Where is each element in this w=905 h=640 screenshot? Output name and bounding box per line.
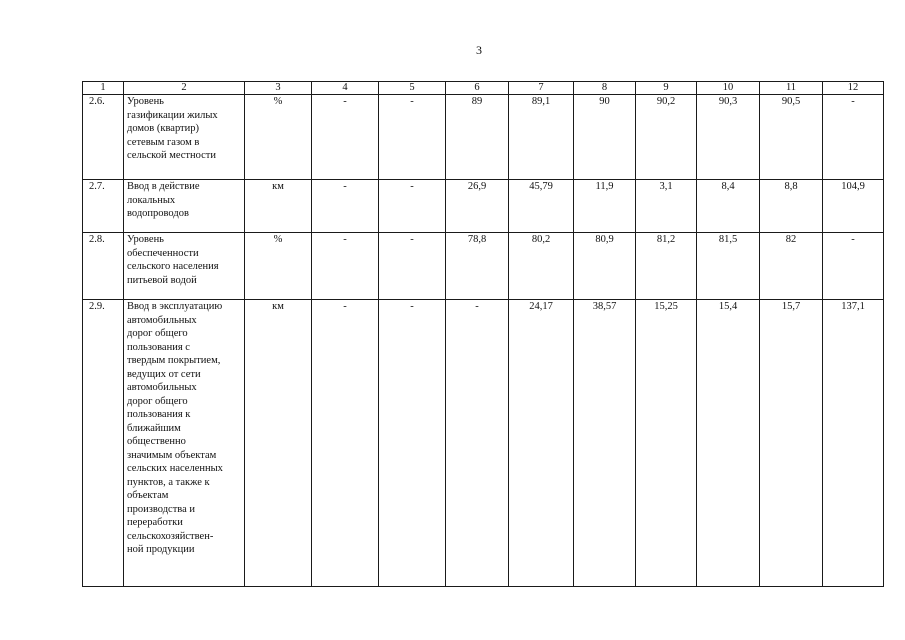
- indicator-name-line: сетевым газом в: [127, 136, 200, 148]
- value-cell: -: [312, 180, 379, 233]
- column-header-8: 8: [574, 82, 636, 95]
- indicator-name-line: сельского населения: [127, 261, 219, 272]
- table-row: [83, 233, 884, 300]
- value-cell: -: [379, 95, 446, 180]
- column-header-11: 11: [760, 82, 823, 95]
- value-cell: 15,4: [697, 300, 760, 587]
- indicator-name-line: пунктов, а также к: [127, 476, 210, 488]
- indicator-name-line: переработки: [127, 517, 183, 528]
- indicator-name-line: сельскохозяйствен-: [127, 530, 214, 542]
- table-row: [83, 180, 884, 233]
- value-cell: 11,9: [574, 180, 636, 233]
- value-cell: -: [379, 180, 446, 233]
- value-cell: 90,5: [760, 95, 823, 180]
- indicator-name: [124, 233, 245, 300]
- indicator-name-line: сельских населенных: [127, 463, 223, 474]
- value-cell: -: [823, 233, 884, 300]
- indicator-name-line: питьевой водой: [127, 274, 197, 286]
- value-cell: -: [379, 300, 446, 587]
- indicator-name-line: ведущих от сети: [127, 368, 201, 380]
- value-cell: 15,25: [636, 300, 697, 587]
- row-number: 2.9.: [83, 300, 124, 587]
- value-cell: 26,9: [446, 180, 509, 233]
- indicator-name-line: значимым объектам: [127, 449, 217, 461]
- value-cell: 15,7: [760, 300, 823, 587]
- indicator-name-line: производства и: [127, 503, 196, 515]
- indicator-name-line: Ввод в эксплуатацию: [127, 301, 223, 312]
- indicator-name-line: пользования к: [127, 409, 191, 420]
- value-cell: 89: [446, 95, 509, 180]
- column-header-5: 5: [379, 82, 446, 95]
- value-cell: 80,2: [509, 233, 574, 300]
- indicator-name-line: пользования с: [127, 341, 190, 353]
- value-cell: 90,2: [636, 95, 697, 180]
- indicator-name-line: водопроводов: [127, 208, 189, 219]
- value-cell: 104,9: [823, 180, 884, 233]
- value-cell: 8,4: [697, 180, 760, 233]
- indicator-name-line: обеспеченности: [127, 247, 199, 259]
- row-number: 2.7.: [83, 180, 124, 233]
- unit-cell: %: [245, 95, 312, 180]
- unit-cell: км: [245, 180, 312, 233]
- value-cell: 80,9: [574, 233, 636, 300]
- value-cell: 137,1: [823, 300, 884, 587]
- column-header-10: 10: [697, 82, 760, 95]
- column-header-3: 3: [245, 82, 312, 95]
- value-cell: 81,5: [697, 233, 760, 300]
- indicator-name-line: сельской местности: [127, 150, 217, 161]
- value-cell: 90: [574, 95, 636, 180]
- column-header-12: 12: [823, 82, 884, 95]
- value-cell: -: [312, 233, 379, 300]
- indicator-name-line: ной продукции: [127, 544, 195, 555]
- table-row: [83, 95, 884, 180]
- column-header-4: 4: [312, 82, 379, 95]
- page-number: 3: [476, 43, 482, 57]
- value-cell: -: [312, 300, 379, 587]
- indicator-name-line: локальных: [127, 194, 176, 206]
- indicator-name-line: ближайшим: [127, 422, 181, 434]
- value-cell: -: [312, 95, 379, 180]
- unit-cell: %: [245, 233, 312, 300]
- indicator-name: [124, 180, 245, 233]
- column-header-1: 1: [83, 82, 124, 95]
- value-cell: 24,17: [509, 300, 574, 587]
- indicator-name-line: домов (квартир): [127, 123, 200, 134]
- row-number: 2.8.: [83, 233, 124, 300]
- unit-cell: км: [245, 300, 312, 587]
- value-cell: 38,57: [574, 300, 636, 587]
- indicators-table: [82, 81, 884, 587]
- value-cell: 89,1: [509, 95, 574, 180]
- indicator-name-line: Уровень: [127, 96, 164, 107]
- value-cell: 82: [760, 233, 823, 300]
- indicator-name-line: Ввод в действие: [127, 181, 200, 192]
- value-cell: 8,8: [760, 180, 823, 233]
- column-header-9: 9: [636, 82, 697, 95]
- indicator-name-line: общественно: [127, 436, 186, 447]
- table-header-row: [83, 82, 884, 95]
- value-cell: -: [823, 95, 884, 180]
- column-header-6: 6: [446, 82, 509, 95]
- indicator-name-line: автомобильных: [127, 382, 197, 393]
- row-number: 2.6.: [83, 95, 124, 180]
- value-cell: 45,79: [509, 180, 574, 233]
- indicator-name-line: дорог общего: [127, 328, 188, 339]
- table-row: [83, 300, 884, 587]
- indicator-name-line: автомобильных: [127, 314, 197, 326]
- indicator-name-line: дорог общего: [127, 395, 188, 407]
- value-cell: 78,8: [446, 233, 509, 300]
- value-cell: 81,2: [636, 233, 697, 300]
- column-header-7: 7: [509, 82, 574, 95]
- value-cell: -: [379, 233, 446, 300]
- value-cell: 3,1: [636, 180, 697, 233]
- indicator-name-line: твердым покрытием,: [127, 355, 221, 366]
- indicator-name: [124, 300, 245, 587]
- indicator-name-line: газификации жилых: [127, 109, 218, 121]
- column-header-2: 2: [124, 82, 245, 95]
- value-cell: -: [446, 300, 509, 587]
- indicator-name: [124, 95, 245, 180]
- indicator-name-line: Уровень: [127, 234, 164, 245]
- value-cell: 90,3: [697, 95, 760, 180]
- indicator-name-line: объектам: [127, 490, 169, 501]
